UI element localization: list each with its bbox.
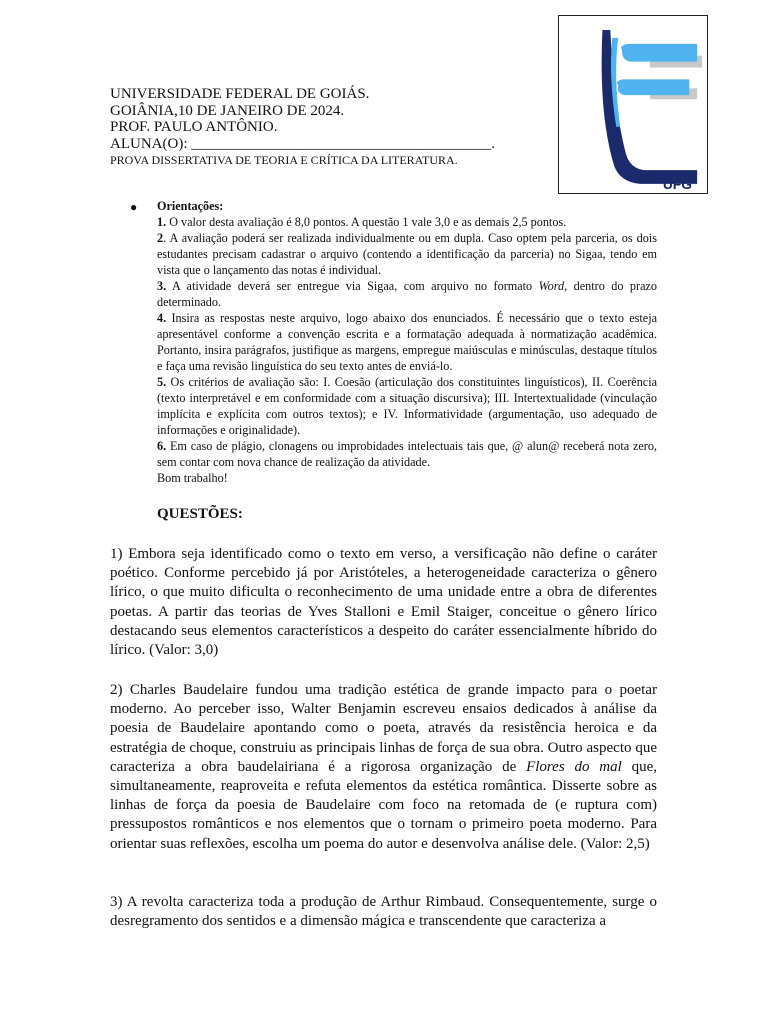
ufg-logo xyxy=(558,15,708,194)
question-2: 2) Charles Baudelaire fundou uma tradição estética de grande impacto para o poetar moderno. Ao perceber isso, Walter Benjamin escreveu ensaios dedicados à análise da poesia de Baudelaire apontando como o poeta, através da resistência heroica e da estratégia de choque, construiu as principais linhas de força de sua obra. Outro aspecto que caracteriza a obra baudelairiana é a rigorosa organização de Flores do mal que, simultaneamente, reaproveita e refuta elementos da estética romântica. Disserte sobre as linhas de força da poesia de Baudelaire com foco na retomada de (e ruptura com) pressupostos românticos e nos elementos que o tornam o primeiro poeta moderno. Para orientar suas reflexões, escolha um poema do autor e desenvolva análise dele. (Valor: 2,5) xyxy=(110,682,657,852)
university-name: UNIVERSIDADE FEDERAL DE GOIÁS. xyxy=(110,86,370,102)
question-3: 3) A revolta caracteriza toda a produção de Arthur Rimbaud. Consequentemente, surge o desregramento dos sentidos e a dimensão mágica e transcendente que caracteriza a xyxy=(110,894,657,930)
orientations-title: Orientações: xyxy=(157,199,224,213)
orientation-item-5: 5. Os critérios de avaliação são: I. Coesão (articulação dos constituintes linguísticos), II. Coerência (texto interpretável e em conformidade com a situação discursiva); III. Intertextualidade (vinculação implícita e explícita com outros textos); e IV. Informatividade (argumentação, uso adequado de informações e originalidade). xyxy=(157,375,657,437)
ufg-logo-icon xyxy=(559,16,707,193)
orientation-item-3: 3. A atividade deverá ser entregue via Sigaa, com arquivo no formato Word, dentro do prazo determinado. xyxy=(157,279,657,309)
exam-title: PROVA DISSERTATIVA DE TEORIA E CRÍTICA DA LITERATURA. xyxy=(110,153,458,167)
orientation-item-2: 2. A avaliação poderá ser realizada individualmente ou em dupla. Caso optem pela parceria, os dois estudantes precisam cadastrar o arquivo (contendo a identificação da parceria) no Sigaa, tendo em vista que o lançamento das notas é individual. xyxy=(157,231,657,277)
professor-name: PROF. PAULO ANTÔNIO. xyxy=(110,119,278,135)
orientation-item-1: 1. O valor desta avaliação é 8,0 pontos. A questão 1 vale 3,0 e as demais 2,5 pontos. xyxy=(157,215,567,229)
bullet-icon: ● xyxy=(130,200,138,214)
orientation-item-4: 4. Insira as respostas neste arquivo, logo abaixo dos enunciados. É necessário que o texto esteja apresentável conforme a convenção escrita e a formatação adequada à normatização acadêmica. Portanto, insira parágrafos, justifique as margens, empregue maiúsculas e minúsculas, destaque títulos e faça uma revisão linguística do seu texto antes de enviá-lo. xyxy=(157,311,657,373)
questions-title: QUESTÕES: xyxy=(157,506,243,522)
orientation-closing: Bom trabalho! xyxy=(157,471,228,485)
city-date: GOIÂNIA,10 DE JANEIRO DE 2024. xyxy=(110,102,345,119)
orientation-item-6: 6. Em caso de plágio, clonagens ou improbidades intelectuais tais que, @ alun@ receberá nota zero, sem contar com nova chance de realização da atividade. xyxy=(157,439,657,469)
document-header xyxy=(110,86,550,168)
orientations-section xyxy=(130,198,657,486)
question-1: 1) Embora seja identificado como o texto em verso, a versificação não define o caráter poético. Conforme percebido já por Aristóteles, a heterogeneidade caracteriza o gênero lírico, o que muito dificulta o reconhecimento de uma unidade entre a obra de diferentes poetas. A partir das teorias de Yves Stalloni e Emil Staiger, conceitue o gênero lírico destacando seus elementos característicos a despeito do caráter essencialmente híbrido do lírico. (Valor: 3,0) xyxy=(110,546,657,659)
student-field[interactable]: ALUNA(O): ________________________________________. xyxy=(110,135,495,152)
logo-text: UFG xyxy=(662,175,692,192)
